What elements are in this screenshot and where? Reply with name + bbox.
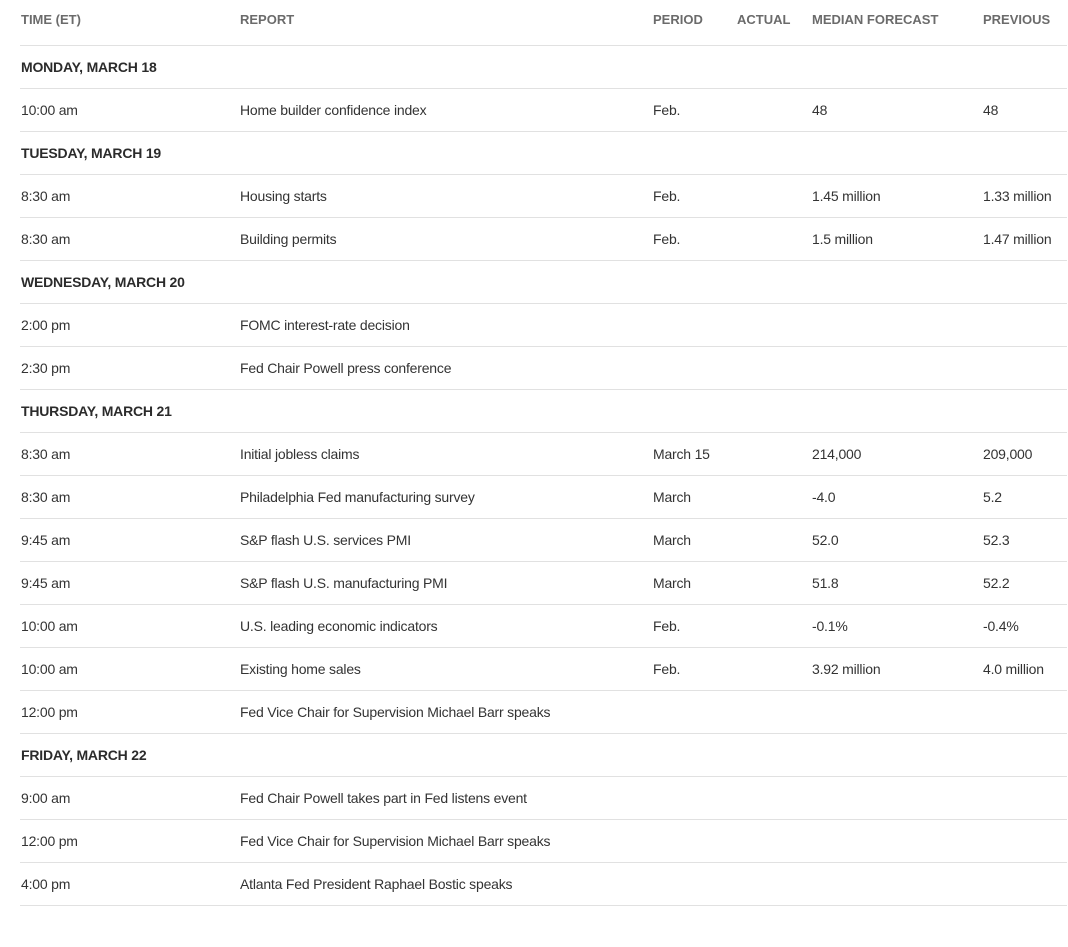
column-header-median-forecast: MEDIAN FORECAST [812, 12, 939, 27]
table-row [20, 820, 1067, 863]
column-header-actual: ACTUAL [737, 12, 791, 27]
time-cell: 9:45 am [21, 575, 71, 591]
time-cell: 8:30 am [21, 446, 71, 462]
time-cell: 2:30 pm [21, 360, 71, 376]
previous-cell: 52.3 [983, 532, 1010, 548]
report-cell: Fed Chair Powell takes part in Fed listens event [240, 790, 527, 806]
time-cell: 9:00 am [21, 790, 71, 806]
time-cell: 8:30 am [21, 489, 71, 505]
day-label: MONDAY, MARCH 18 [21, 59, 157, 75]
column-header-period: PERIOD [653, 12, 703, 27]
report-cell: Fed Vice Chair for Supervision Michael Barr speaks [240, 833, 551, 849]
report-cell: Fed Chair Powell press conference [240, 360, 452, 376]
economic-calendar-table [20, 0, 1067, 906]
median-forecast-cell: 1.5 million [812, 231, 873, 247]
report-cell: S&P flash U.S. services PMI [240, 532, 411, 548]
day-label: TUESDAY, MARCH 19 [21, 145, 162, 161]
report-cell: Housing starts [240, 188, 327, 204]
period-cell: March [653, 575, 691, 591]
report-cell: S&P flash U.S. manufacturing PMI [240, 575, 448, 591]
column-header-previous: PREVIOUS [983, 12, 1051, 27]
report-cell: Home builder confidence index [240, 102, 427, 118]
table-header-row [20, 0, 1067, 46]
time-cell: 9:45 am [21, 532, 71, 548]
report-cell: FOMC interest-rate decision [240, 317, 410, 333]
period-cell: March 15 [653, 446, 710, 462]
table-row [20, 648, 1067, 691]
report-cell: U.S. leading economic indicators [240, 618, 438, 634]
day-label: WEDNESDAY, MARCH 20 [21, 274, 185, 290]
time-cell: 8:30 am [21, 231, 71, 247]
period-cell: Feb. [653, 618, 681, 634]
table-row [20, 175, 1067, 218]
period-cell: March [653, 489, 691, 505]
table-row [20, 433, 1067, 476]
time-cell: 10:00 am [21, 102, 78, 118]
period-cell: March [653, 532, 691, 548]
report-cell: Philadelphia Fed manufacturing survey [240, 489, 475, 505]
previous-cell: 5.2 [983, 489, 1002, 505]
previous-cell: 209,000 [983, 446, 1033, 462]
median-forecast-cell: 214,000 [812, 446, 862, 462]
day-header-row [20, 261, 1067, 304]
median-forecast-cell: -0.1% [812, 618, 848, 634]
median-forecast-cell: -4.0 [812, 489, 836, 505]
table-row [20, 863, 1067, 906]
report-cell: Fed Vice Chair for Supervision Michael Barr speaks [240, 704, 551, 720]
period-cell: Feb. [653, 188, 681, 204]
period-cell: Feb. [653, 102, 681, 118]
day-header-row [20, 390, 1067, 433]
column-header-report: REPORT [240, 12, 295, 27]
time-cell: 10:00 am [21, 661, 78, 677]
time-cell: 12:00 pm [21, 833, 78, 849]
table-row [20, 691, 1067, 734]
table-row [20, 777, 1067, 820]
median-forecast-cell: 3.92 million [812, 661, 881, 677]
report-cell: Building permits [240, 231, 337, 247]
previous-cell: 4.0 million [983, 661, 1044, 677]
time-cell: 2:00 pm [21, 317, 71, 333]
day-header-row [20, 734, 1067, 777]
previous-cell: 1.33 million [983, 188, 1052, 204]
time-cell: 10:00 am [21, 618, 78, 634]
day-header-row [20, 46, 1067, 89]
previous-cell: 1.47 million [983, 231, 1052, 247]
table-row [20, 562, 1067, 605]
column-header-time: TIME (ET) [21, 12, 81, 27]
report-cell: Existing home sales [240, 661, 361, 677]
table-row [20, 304, 1067, 347]
median-forecast-cell: 1.45 million [812, 188, 881, 204]
median-forecast-cell: 52.0 [812, 532, 839, 548]
table-row [20, 347, 1067, 390]
time-cell: 8:30 am [21, 188, 71, 204]
report-cell: Initial jobless claims [240, 446, 360, 462]
table-body [20, 46, 1067, 906]
day-header-row [20, 132, 1067, 175]
time-cell: 4:00 pm [21, 876, 71, 892]
table-row [20, 218, 1067, 261]
table-row [20, 476, 1067, 519]
report-cell: Atlanta Fed President Raphael Bostic speaks [240, 876, 513, 892]
day-label: FRIDAY, MARCH 22 [21, 747, 147, 763]
table-row [20, 89, 1067, 132]
previous-cell: -0.4% [983, 618, 1019, 634]
period-cell: Feb. [653, 661, 681, 677]
median-forecast-cell: 48 [812, 102, 828, 118]
table-row [20, 519, 1067, 562]
table-row [20, 605, 1067, 648]
median-forecast-cell: 51.8 [812, 575, 839, 591]
previous-cell: 48 [983, 102, 999, 118]
period-cell: Feb. [653, 231, 681, 247]
previous-cell: 52.2 [983, 575, 1010, 591]
time-cell: 12:00 pm [21, 704, 78, 720]
day-label: THURSDAY, MARCH 21 [21, 403, 172, 419]
